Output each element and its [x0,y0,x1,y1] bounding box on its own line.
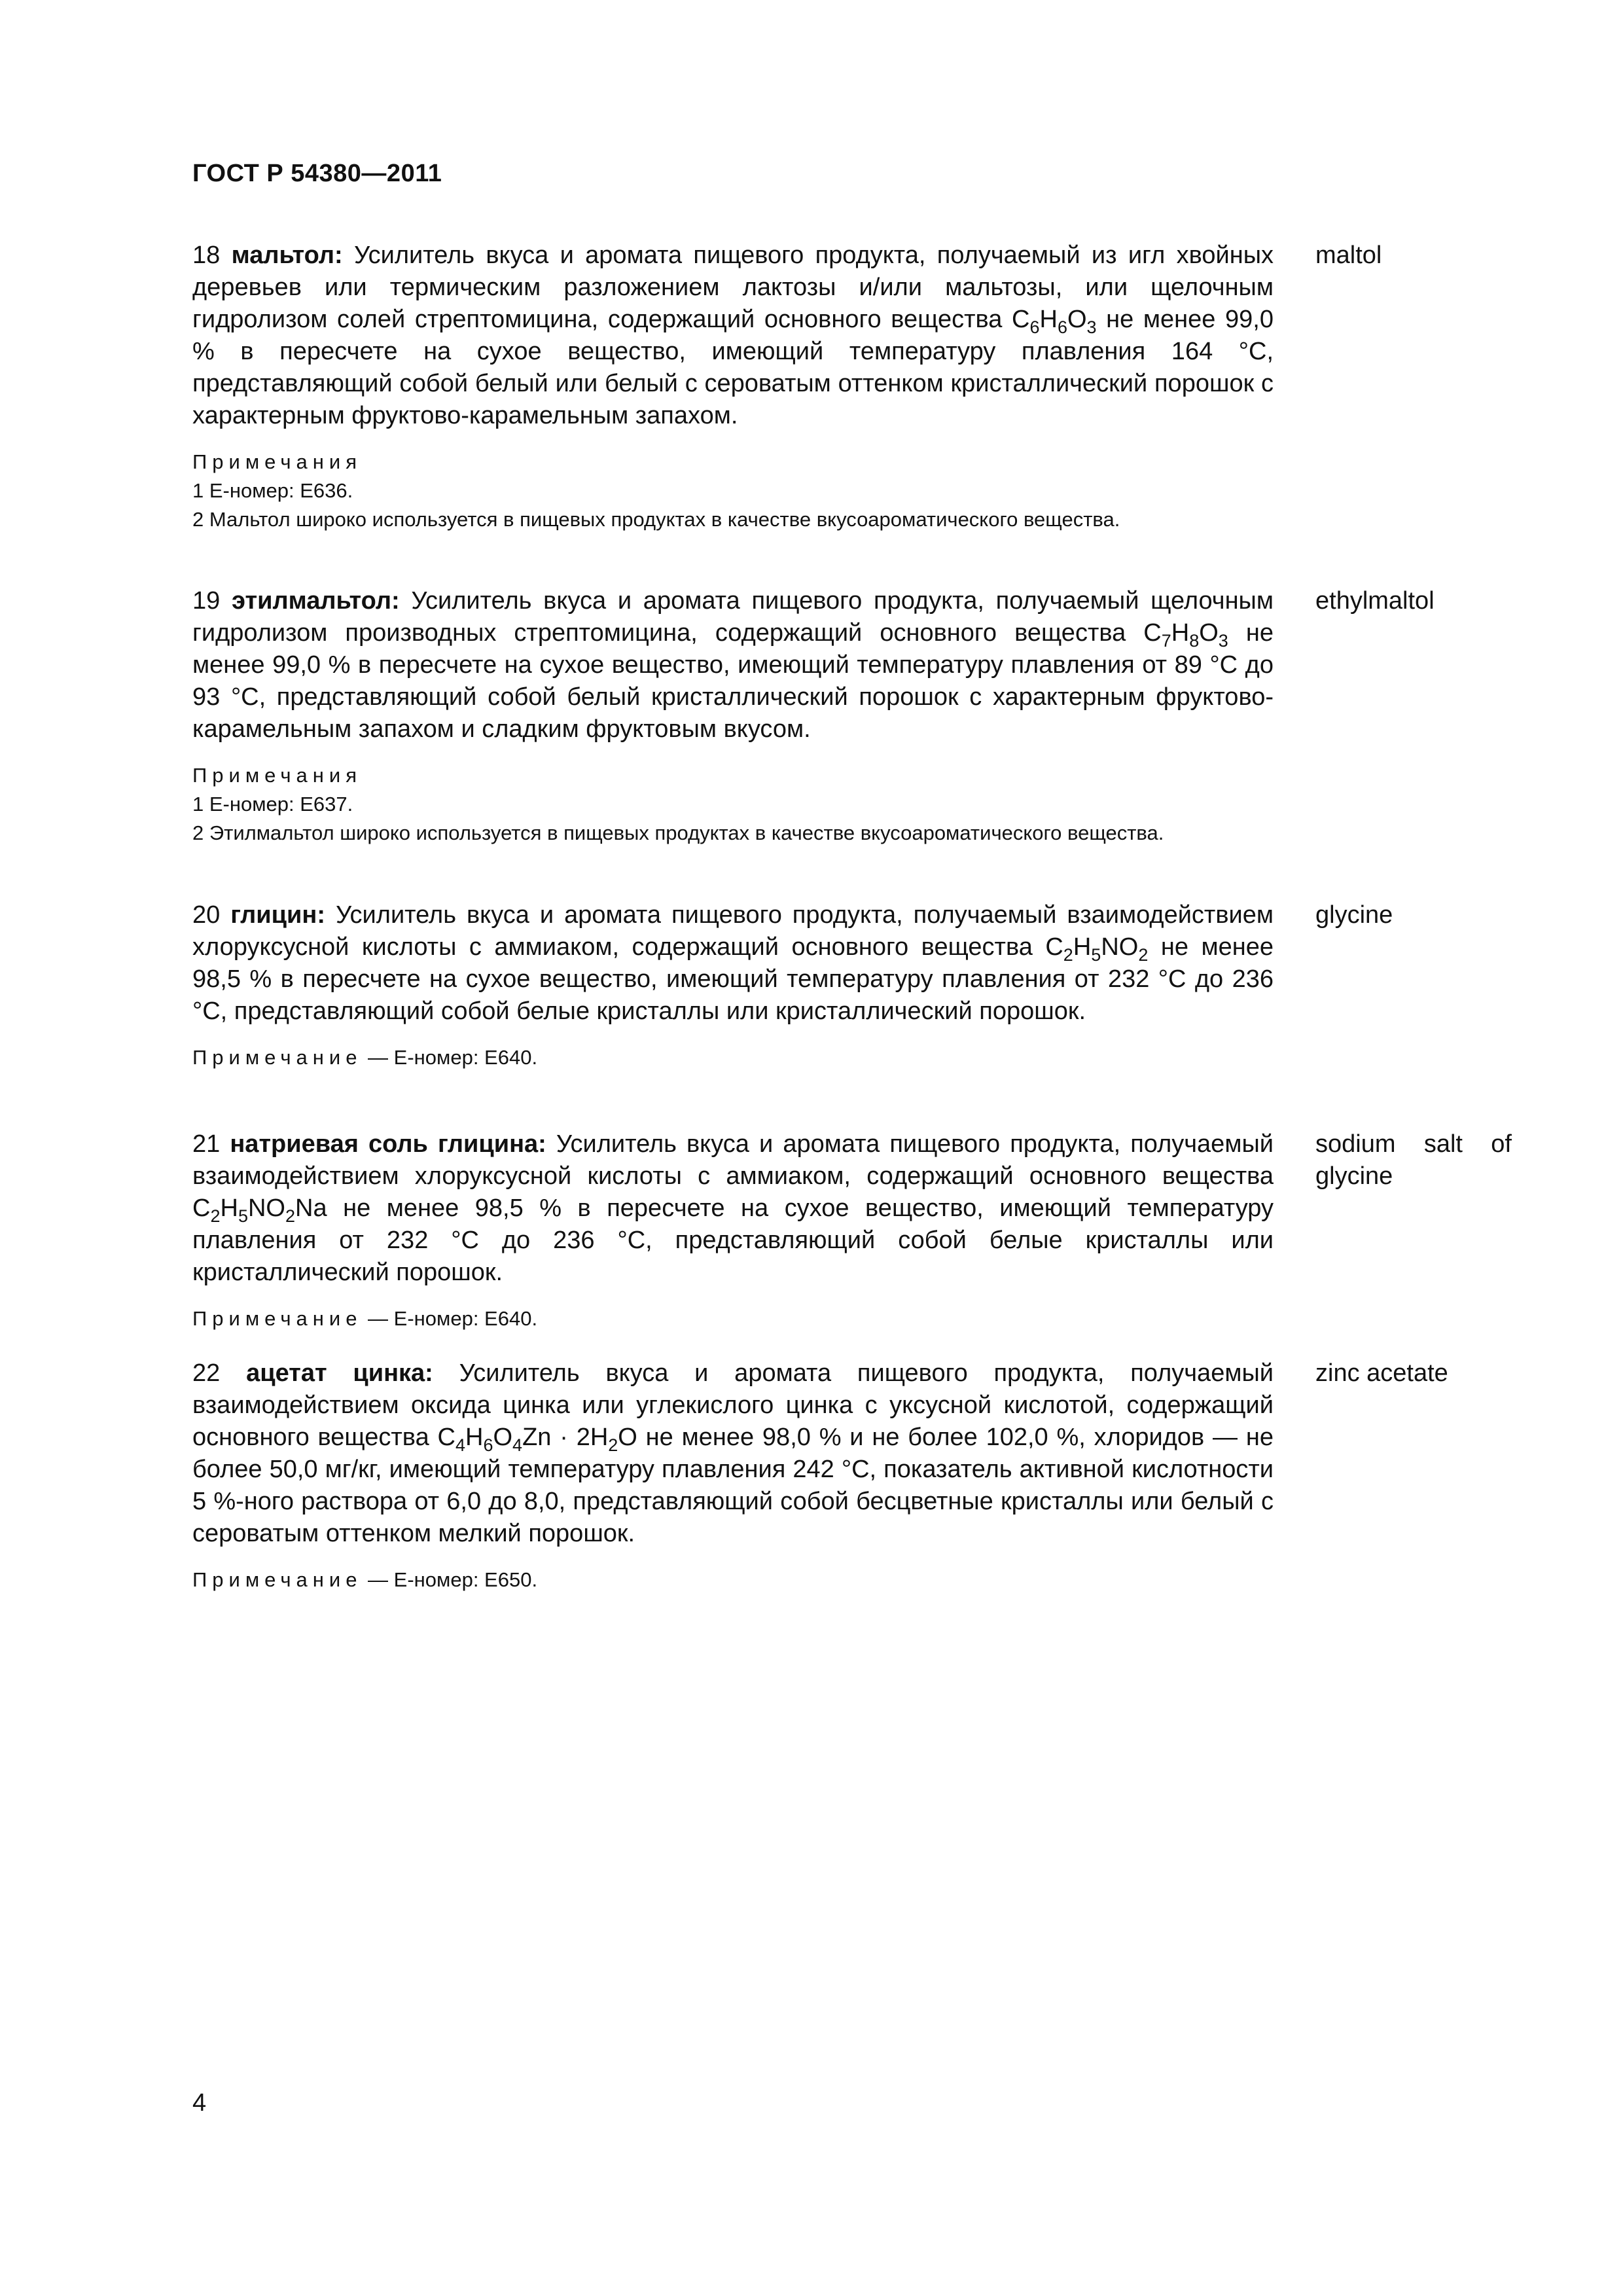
term-entry-22 [192,1357,1274,1594]
formula-text: H [220,1194,238,1222]
note-item [192,1043,1274,1072]
formula-subscript: 5 [238,1206,248,1226]
formula-subscript: 8 [1189,631,1200,651]
formula-text: O [493,1424,513,1451]
note-label: Примечание [192,1046,363,1069]
note-item: 1 Е-номер: Е636. [192,479,353,502]
note-text: — Е-номер: Е640. [362,1307,538,1330]
notes-heading: Примечания [192,450,362,473]
english-equivalent: zinc acetate [1315,1359,1448,1387]
formula-subscript: 5 [1091,945,1101,965]
formula-subscript: 7 [1161,631,1171,651]
english-equivalent: maltol [1315,242,1382,269]
term-definition [192,1357,1274,1550]
note-item [192,1304,1274,1333]
formula-text: H [465,1424,484,1451]
definition-text: O не менее 98,0 % и не более 102,0 %, хлоридов — не более 50,0 мг/кг, имеющий температуру плавления 242 °С, показатель активной кислотности 5 %-ного раствора от 6,0 до 8,0, представляющий собой бесцветные кристаллы или белый с сероватым оттенком мелкий порошок. [192,1424,1274,1547]
definition-text: Усилитель вкуса и аромата пищевого продукта, получаемый щелочным гидролизом производных стрептомицина, содержащий основного вещества C [192,587,1274,647]
formula-subscript: 3 [1218,631,1228,651]
note-item: 2 Этилмальтол широко используется в пищевых продуктах в качестве вкусоароматического вещества. [192,821,1164,844]
formula-subscript: 2 [1063,945,1073,965]
notes-block [192,1566,1274,1594]
english-equivalent: ethylmaltol [1315,587,1435,615]
formula-text: H [1039,306,1058,333]
definition-text: Усилитель вкуса и аромата пищевого продукта, получаемый из игл хвойных деревьев или термическим разложением лактозы и/или мальтозы, или щелочным гидролизом солей стрептомицина, содержащий основного вещества C [192,242,1274,333]
formula-subscript: 2 [608,1435,618,1455]
note-item [192,1566,1274,1594]
document-header: ГОСТ Р 54380—2011 [192,160,442,187]
definition-text: не менее 98,5 % в пересчете на сухое вещество, имеющий температуру плавления от 232 °С до 236 °С, представляющий собой белые кристаллы или кристаллический порошок. [192,933,1274,1025]
notes-block [192,448,1274,534]
formula-subscript: 4 [512,1435,523,1455]
notes-block [192,761,1274,848]
term-definition [192,1128,1274,1289]
term-name: натриевая соль глицина: [230,1130,546,1158]
term-entry-18 [192,240,1274,534]
definition-text: Na не менее 98,5 % в пересчете на сухое вещество, имеющий температуру плавления от 232 °С до 236 °С, представляющий собой белые кристаллы или кристаллический порошок. [192,1194,1274,1286]
term-definition [192,585,1274,745]
formula-subscript: 2 [210,1206,221,1226]
term-number: 19 [192,587,221,615]
note-text: — Е-номер: Е640. [362,1046,538,1069]
term-entry-21 [192,1128,1274,1333]
definition-text: Усилитель вкуса и аромата пищевого продукта, получаемый взаимодействием хлоруксусной кислоты с аммиаком, содержащий основного вещества C [192,1130,1274,1222]
formula-subscript: 6 [483,1435,493,1455]
english-equivalent: glycine [1315,901,1393,929]
note-item: 2 Мальтол широко используется в пищевых продуктах в качестве вкусоароматического вещества. [192,508,1120,531]
english-equivalent: sodium salt of glycine [1315,1130,1512,1190]
definition-text: Усилитель вкуса и аромата пищевого продукта, получаемый взаимодействием хлоруксусной кислоты с аммиаком, содержащий основного вещества C [192,901,1274,961]
formula-text: Zn · 2H [522,1424,609,1451]
page-number: 4 [192,2089,207,2117]
term-number: 21 [192,1130,221,1158]
formula-text: H [1073,933,1092,961]
definition-text: не менее 99,0 % в пересчете на сухое вещество, имеющий температуру плавления от 89 °С до 93 °С, представляющий собой белый кристаллический порошок с характерным фруктово-карамельным запахом и сладким фруктовым вкусом. [192,619,1274,743]
term-name: глицин: [230,901,325,929]
formula-subscript: 2 [1138,945,1149,965]
term-definition [192,240,1274,432]
term-name: этилмальтол: [232,587,400,615]
note-text: — Е-номер: Е650. [362,1568,538,1591]
note-item: 1 Е-номер: Е637. [192,793,353,816]
formula-subscript: 6 [1057,317,1067,337]
definition-text: не менее 99,0 % в пересчете на сухое вещество, имеющий температуру плавления 164 °С, представляющий собой белый или белый с сероватым оттенком кристаллический порошок с характерным фруктово-карамельным запахом. [192,306,1274,429]
term-entry-19 [192,585,1274,848]
term-entry-20 [192,899,1274,1072]
formula-text: O [1199,619,1219,647]
term-name: ацетат цинка: [246,1359,433,1387]
formula-subscript: 4 [455,1435,465,1455]
formula-subscript: 3 [1086,317,1097,337]
formula-text: NO [1101,933,1139,961]
notes-block [192,1304,1274,1333]
term-number: 18 [192,242,221,269]
formula-text: NO [247,1194,285,1222]
notes-heading: Примечания [192,764,362,787]
note-label: Примечание [192,1568,363,1591]
definition-text: Усилитель вкуса и аромата пищевого продукта, получаемый взаимодействием оксида цинка или углекислого цинка с уксусной кислотой, содержащий основного вещества C [192,1359,1274,1451]
formula-text: H [1171,619,1190,647]
notes-block [192,1043,1274,1072]
term-number: 20 [192,901,221,929]
term-name: мальтол: [231,242,343,269]
note-label: Примечание [192,1307,363,1330]
term-number: 22 [192,1359,221,1387]
formula-subscript: 2 [285,1206,295,1226]
formula-subscript: 6 [1029,317,1040,337]
formula-text: O [1067,306,1087,333]
term-definition [192,899,1274,1028]
